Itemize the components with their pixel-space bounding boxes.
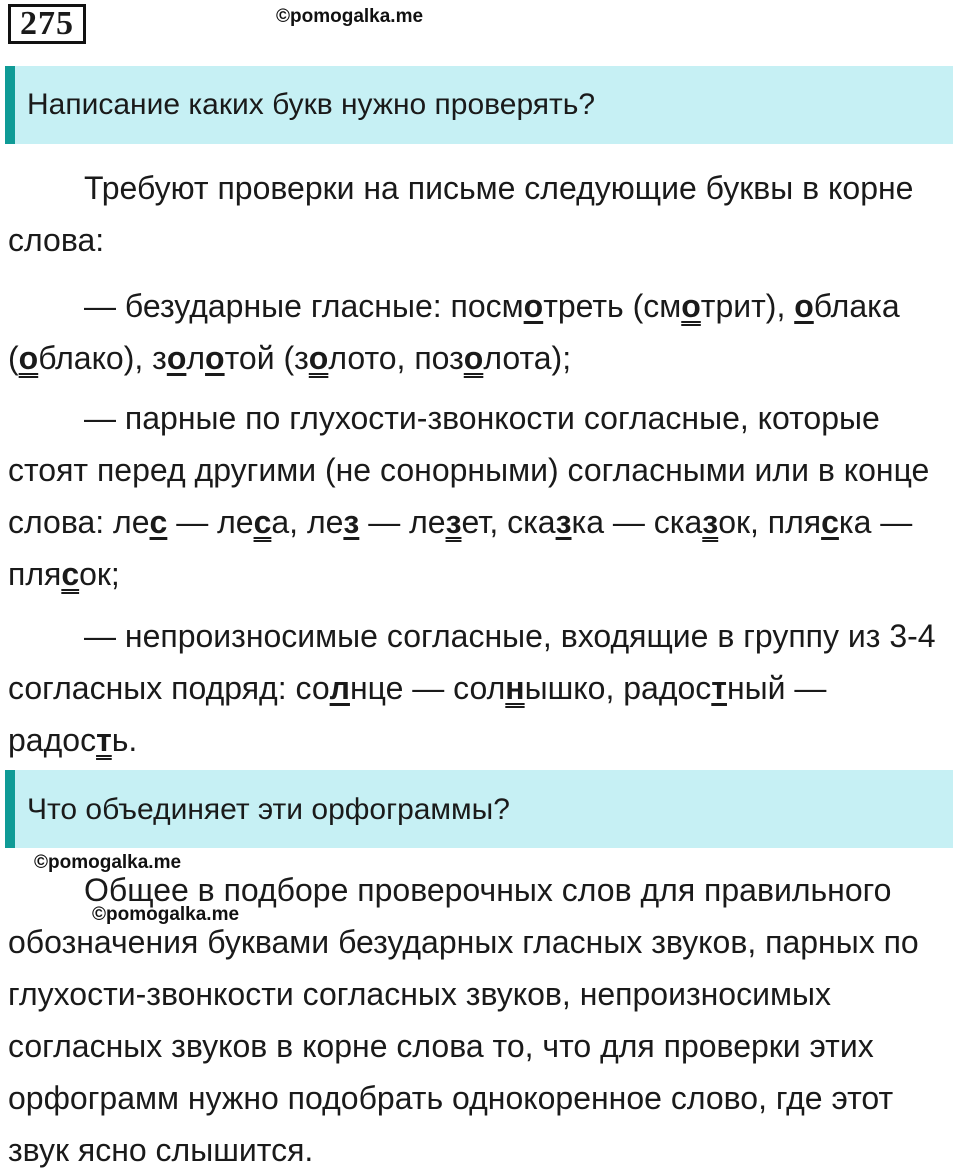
watermark: ©pomogalka.me (34, 852, 182, 873)
question-heading-2: Что объединяет эти орфограммы? (5, 770, 953, 848)
watermark: ©pomogalka.me (276, 6, 424, 27)
text-run: ок; (79, 556, 120, 592)
text-run: ь. (111, 722, 138, 758)
vowels-paragraph (8, 280, 948, 384)
text-run: ный — радос (8, 670, 827, 758)
text-run: — ле (167, 504, 254, 540)
text-run: нце — сол (349, 670, 506, 706)
check-letter: н (505, 670, 525, 706)
watermark: ©pomogalka.me (92, 904, 240, 925)
text-run: а, ле (271, 504, 344, 540)
text-run: — безударные гласные: посм (84, 288, 524, 324)
orthogram-letter: т (711, 670, 727, 706)
text-run: ка — пля (8, 504, 913, 592)
text-run: — непроизносимые согласные, входящие в группу из 3-4 согласных подряд: со (8, 618, 936, 706)
text-run: блако), з (38, 340, 167, 376)
question-heading-1: Написание каких букв нужно проверять? (5, 66, 953, 144)
intro-paragraph: Требуют проверки на письме следующие буквы в корне слова: (8, 170, 914, 258)
check-letter: с (61, 556, 80, 592)
text-run: лото, поз (328, 340, 464, 376)
text-run: — ле (359, 504, 446, 540)
orthogram-letter: л (329, 670, 350, 706)
paired-consonants-paragraph (8, 392, 948, 600)
check-letter: т (96, 722, 112, 758)
orthogram-letter: с (821, 504, 839, 540)
orthogram-letter: о (794, 288, 814, 324)
orthogram-letter: з (343, 504, 360, 540)
check-letter: с (253, 504, 272, 540)
check-letter: о (18, 340, 39, 376)
exercise-number: 275 (8, 4, 86, 44)
check-letter: з (702, 504, 719, 540)
orthogram-letter: о (205, 340, 225, 376)
text-run: блака ( (8, 288, 900, 376)
text-run: ет, ска (461, 504, 556, 540)
check-letter: о (681, 288, 701, 324)
silent-consonants-paragraph (8, 610, 948, 766)
answer-paragraph: Общее в подборе проверочных слов для правильного обозначения буквами безударных гласных звуков, парных по глухости-звонкости согласных звуков, непроизносимых согласных звуков в корне слова то, что для проверки этих орфограмм нужно подобрать однокоренное слово, где этот звук ясно слышится. (8, 872, 919, 1168)
orthogram-letter: з (555, 504, 572, 540)
check-letter: о (463, 340, 484, 376)
text-run: ышко, радос (524, 670, 712, 706)
text-run: л (186, 340, 206, 376)
text-run: ка — ска (571, 504, 703, 540)
check-letter: з (445, 504, 462, 540)
text-run: лота); (483, 340, 572, 376)
text-run: — парные по глухости-звонкости согласные, которые стоят перед другими (не сонорными) согласными или в конце слова: ле (8, 400, 930, 540)
orthogram-letter: о (523, 288, 544, 324)
orthogram-letter: с (149, 504, 168, 540)
text-run: трит), (700, 288, 795, 324)
orthogram-letter: о (166, 340, 187, 376)
text-run: треть (см (543, 288, 682, 324)
text-run: той (з (224, 340, 309, 376)
check-letter: о (308, 340, 329, 376)
text-run: ок, пля (718, 504, 822, 540)
